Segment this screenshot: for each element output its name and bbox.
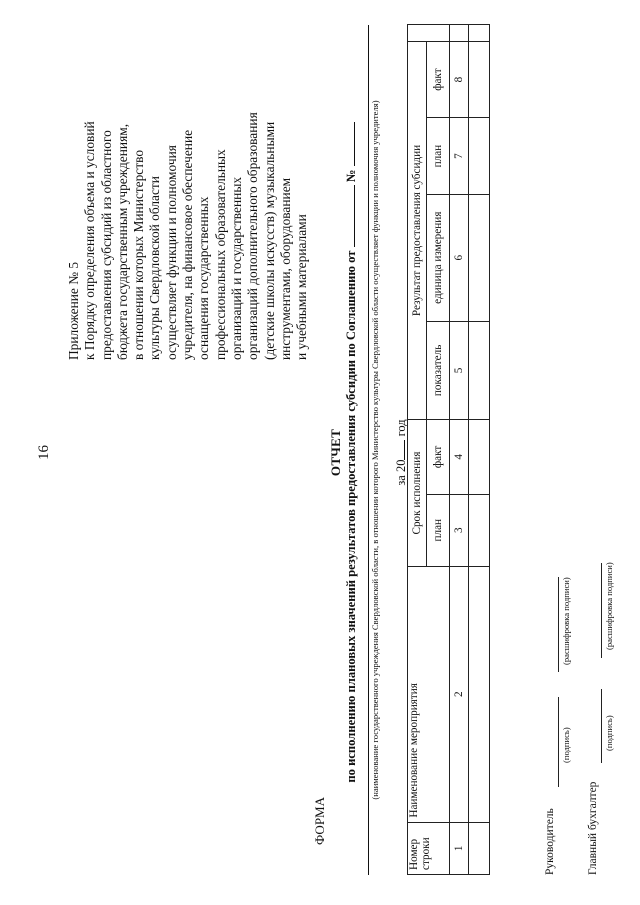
appendix-line: (детские школы искусств) музыкальными — [261, 121, 277, 360]
header-result-plan: план — [427, 118, 450, 195]
institution-caption: (наименование государственного учреждения Свердловской области, в отношении которого Министерство культуры Свердловской области осуществляет функции и полномочия учредителя) — [370, 100, 380, 800]
report-title: ОТЧЕТ — [328, 428, 343, 477]
header-deadline-fact: факт — [427, 420, 450, 494]
table-cell-empty[interactable] — [469, 41, 490, 118]
appendix-line: и учебными материалами — [294, 214, 310, 360]
appendix-line: организаций дополнительного образования — [245, 112, 261, 360]
table-cell-empty[interactable] — [469, 822, 490, 874]
appendix-line: организаций и государственных — [228, 176, 244, 360]
header-row-number: Номер строки — [408, 822, 450, 874]
column-number: 3 — [450, 494, 469, 566]
header-event-name: Наименование мероприятия — [408, 566, 450, 822]
year-prefix: за 20 — [394, 459, 408, 486]
appendix-line: инструментами, оборудованием — [277, 177, 293, 360]
signatures-block — [544, 295, 634, 875]
column-number: 6 — [450, 194, 469, 321]
accountant-decryption-line[interactable] — [601, 563, 602, 658]
appendix-line: культуры Свердловской области — [147, 176, 163, 360]
form-label: ФОРМА — [312, 797, 327, 845]
header-indicator: показатель — [427, 321, 450, 420]
appendix-line: осуществляет функции и полномочия — [163, 145, 179, 360]
number-sign: № — [344, 169, 358, 183]
table-cell-empty[interactable] — [469, 25, 490, 42]
column-number: 7 — [450, 118, 469, 195]
table-cell-empty[interactable] — [469, 566, 490, 822]
header-result-group: Результат предоставления субсидии — [408, 41, 427, 419]
column-number: 5 — [450, 321, 469, 420]
column-number-row — [450, 25, 469, 875]
table-cell-empty[interactable] — [469, 494, 490, 566]
appendix-line: в отношении которых Министерство — [131, 149, 147, 360]
header-deadline-group: Срок исполнения — [408, 420, 427, 567]
year-blank[interactable] — [394, 440, 405, 460]
table-cell-empty — [450, 25, 469, 42]
accountant-signature-caption: (подпись) — [604, 715, 614, 751]
header-extra — [408, 25, 450, 42]
accountant-decryption-caption: (расшифровка подписи) — [604, 562, 614, 650]
appendix-line: бюджета государственным учреждениям, — [114, 123, 130, 360]
agreement-date-blank[interactable] — [344, 185, 355, 247]
appendix-block — [66, 60, 310, 360]
page-number: 16 — [36, 445, 52, 460]
year-suffix: год — [394, 419, 408, 437]
accountant-signature-line[interactable] — [601, 689, 602, 763]
head-signature-caption: (подпись) — [561, 727, 571, 763]
appendix-line: учредителя, на финансовое обеспечение — [180, 129, 196, 360]
appendix-line: предоставления субсидий из областного — [98, 130, 114, 360]
head-label: Руководитель — [544, 808, 556, 875]
report-subtitle-text: по исполнению плановых значений результатов предоставления субсидии по Соглашению от — [344, 250, 358, 783]
appendix-line: профессиональных образовательных — [212, 149, 228, 360]
table-header-row — [408, 25, 427, 875]
report-subtitle — [344, 0, 359, 905]
head-signature-line[interactable] — [558, 697, 559, 787]
header-result-fact: факт — [427, 41, 450, 118]
institution-name-line[interactable] — [368, 25, 369, 875]
column-number: 2 — [450, 566, 469, 822]
table-cell-empty[interactable] — [469, 194, 490, 321]
header-unit: единица измерения — [427, 194, 450, 321]
agreement-number-blank[interactable] — [344, 122, 355, 166]
column-number: 4 — [450, 420, 469, 494]
table-cell-empty[interactable] — [469, 321, 490, 420]
appendix-line: Приложение № 5 — [66, 261, 81, 360]
appendix-line: к Порядку определения объема и условий — [82, 121, 98, 360]
table-row-empty[interactable] — [469, 25, 490, 875]
head-decryption-caption: (расшифровка подписи) — [561, 577, 571, 665]
column-number: 8 — [450, 41, 469, 118]
table-cell-empty[interactable] — [469, 420, 490, 494]
head-decryption-line[interactable] — [558, 577, 559, 672]
column-number: 1 — [450, 822, 469, 874]
results-table — [407, 24, 490, 875]
chief-accountant-label: Главный бухгалтер — [587, 781, 599, 875]
table-cell-empty[interactable] — [469, 118, 490, 195]
header-deadline-plan: план — [427, 494, 450, 566]
appendix-line: оснащения государственных — [196, 196, 212, 360]
